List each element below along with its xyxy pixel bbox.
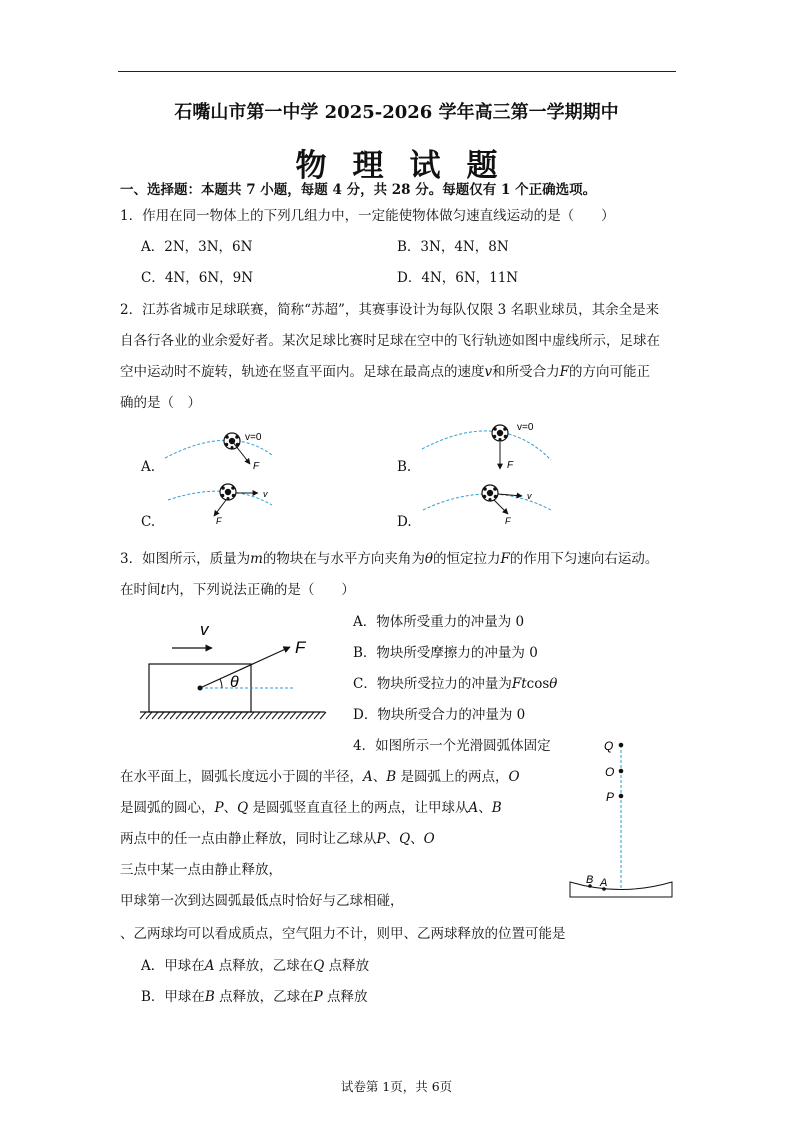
q4-line7: 、乙两球均可以看成质点，空气阻力不计，则甲、乙两球释放的位置可能是 (120, 926, 566, 942)
q4-P-label: P (606, 790, 615, 804)
q1-option-c: C．4N，6N，9N (141, 270, 254, 286)
q4-B-label: B (586, 874, 594, 886)
q4-line4: 两点中的任一点由静止释放，同时让乙球从P、Q、O (120, 831, 435, 847)
q2d-v-label: v (527, 491, 532, 501)
q2b-ball (492, 425, 508, 441)
q2d-ball (482, 485, 498, 501)
q2a-force-arrow (232, 441, 250, 464)
q2-option-c-label: C. (141, 514, 156, 530)
q2-symbol-v: v (484, 364, 493, 380)
q4-option-a: A．甲球在A 点释放，乙球在Q 点释放 (141, 958, 370, 974)
q3-force-arrow (200, 647, 290, 688)
q2-option-b-label: B. (397, 459, 412, 475)
q2b-F-label: F (507, 460, 514, 471)
q2d-F-label: F (505, 516, 511, 526)
q4-A-label: A (600, 877, 608, 889)
q2-option-a-label: A. (141, 459, 156, 475)
subject-title: 物理试题 (295, 148, 524, 184)
q4-Q-label: Q (604, 739, 614, 753)
q4-line2: 在水平面上，圆弧长度远小于圆的半径，A、B 是圆弧上的两点，O (120, 769, 520, 785)
q3-theta-label: θ (230, 674, 239, 691)
q4-line5: 三点中某一点由静止释放， (120, 862, 282, 878)
q1-option-d: D．4N，6N，11N (397, 270, 519, 286)
section-title: 一、选择题：本题共 7 小题，每题 4 分，共 28 分。每题仅有 1 个正确选项。 (120, 182, 597, 198)
q2-option-d-label: D. (397, 514, 412, 530)
q4-point-Q (619, 743, 624, 748)
q2-line2: 自各行各业的业余爱好者。某次足球比赛时足球在空中的飞行轨迹如图中虚线所示，足球在 (120, 333, 660, 349)
q2b-trajectory (422, 431, 551, 460)
q3-F-label: F (295, 638, 306, 657)
q3-ground-hatch (140, 712, 326, 719)
q2c-force-arrow (214, 500, 226, 516)
q2a-F-label: F (253, 461, 260, 472)
q2c-F-label: F (216, 516, 222, 526)
q2-line4: 确的是（ ） (120, 395, 201, 411)
q3-option-b: B．物块所受摩擦力的冲量为 0 (353, 645, 538, 661)
q3-option-a: A．物体所受重力的冲量为 0 (353, 614, 525, 630)
q4-O-label: O (605, 765, 615, 779)
q3-symbol-t: t (160, 582, 166, 598)
q2c-v-label: v (263, 489, 268, 499)
q3-line1: 3．如图所示，质量为m的物块在与水平方向夹角为θ的恒定拉力F的作用下匀速向右运动。 (120, 551, 659, 567)
q1-option-b: B．3N，4N，8N (397, 239, 509, 255)
q4-line6: 甲球第一次到达圆弧最低点时恰好与乙球相碰， (120, 893, 404, 909)
q3-center-dot (198, 686, 203, 691)
page-footer: 试卷第 1页，共 6页 (340, 1079, 453, 1094)
q2a-v-label: v=0 (245, 432, 262, 443)
q2-line3: 空中运动时不旋转，轨迹在竖直平面内。足球在最高点的速度v和所受合力F的方向可能正 (120, 364, 651, 380)
q4-line3: 是圆弧的圆心，P、Q 是圆弧竖直直径上的两点，让甲球从A、B (120, 800, 502, 816)
q4-option-b: B．甲球在B 点释放，乙球在P 点释放 (141, 989, 368, 1005)
q1-stem: 1．作用在同一物体上的下列几组力中，一定能使物体做匀速直线运动的是（ ） (120, 208, 615, 224)
school-title: 石嘴山市第一中学 2025-2026 学年高三第一学期期中 (174, 102, 619, 123)
q4-point-O (619, 769, 624, 774)
q1-option-a: A．2N，3N，6N (141, 239, 253, 255)
q2d-force-arrow (494, 500, 508, 514)
q4-point-P (619, 794, 624, 799)
q3-option-c: C．物块所受拉力的冲量为Ftcosθ (353, 676, 558, 692)
q2-line1: 2．江苏省城市足球联赛，简称“苏超”，其赛事设计为每队仅限 3 名职业球员，其余全是来 (120, 302, 660, 318)
q3-symbol-m: m (250, 551, 263, 567)
q3-v-label: v (200, 620, 209, 639)
q3-symbol-F: F (500, 551, 510, 567)
q3-line2: 在时间t内，下列说法正确的是（ ） (120, 582, 355, 598)
q3-option-d: D．物块所受合力的冲量为 0 (353, 707, 526, 723)
q3-angle-arc (220, 679, 222, 688)
q3-symbol-theta: θ (424, 551, 434, 567)
q2-symbol-F: F (559, 364, 570, 380)
q2b-v-label: v=0 (517, 422, 534, 433)
q2c-ball (220, 484, 236, 500)
q4-line1: 4．如图所示一个光滑圆弧体固定 (353, 738, 551, 754)
